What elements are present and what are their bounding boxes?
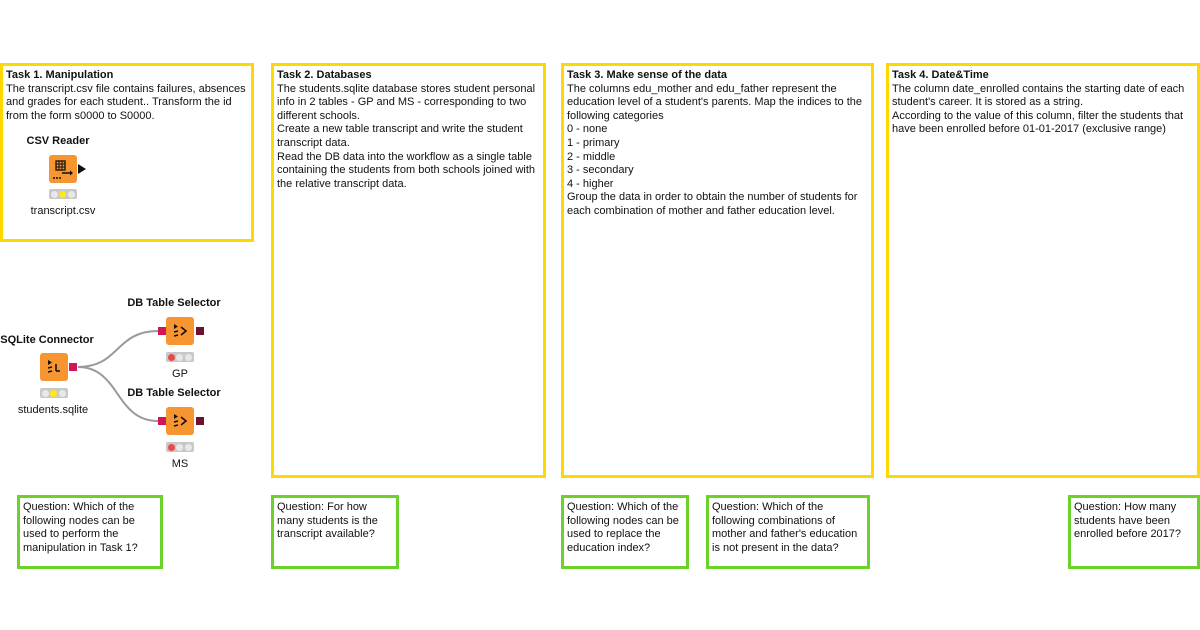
db-table-selector-ms-status bbox=[166, 442, 194, 452]
db-table-selector-gp-input-port[interactable] bbox=[158, 327, 166, 335]
status-light-red bbox=[42, 390, 49, 397]
csv-reader-status bbox=[49, 189, 77, 199]
status-light-yellow bbox=[176, 444, 183, 451]
db-table-selector-gp-node[interactable] bbox=[166, 317, 194, 345]
task-3-text-2: Group the data in order to obtain the number of students for each combination of mother and father education level. bbox=[567, 191, 858, 217]
task-2-text-3: Read the DB data into the workflow as a single table containing the students from both schools joined with the relative transcript data. bbox=[277, 150, 536, 190]
db-table-selector-gp-status bbox=[166, 352, 194, 362]
status-light-green bbox=[59, 390, 66, 397]
task-4-text-1: The column date_enrolled contains the starting date of each student's career. It is stored as a string. bbox=[892, 82, 1185, 109]
task-3-title: Task 3. Make sense of the data bbox=[567, 69, 727, 81]
db-table-selector-ms-node[interactable] bbox=[166, 407, 194, 435]
question-1-annotation[interactable] bbox=[17, 495, 163, 569]
db-connector-icon bbox=[40, 353, 68, 381]
task-3-category-1: 1 - primary bbox=[567, 136, 620, 149]
sqlite-connector-output-port[interactable] bbox=[69, 363, 77, 371]
db-table-selector-gp-title: DB Table Selector bbox=[127, 297, 221, 309]
db-table-selector-gp-output-port[interactable] bbox=[196, 327, 204, 335]
task-1-title: Task 1. Manipulation bbox=[6, 69, 114, 81]
status-light-red bbox=[168, 444, 175, 451]
csv-reader-node[interactable] bbox=[49, 155, 77, 183]
task-3-category-4: 4 - higher bbox=[567, 177, 614, 190]
question-3-annotation[interactable] bbox=[561, 495, 689, 569]
db-table-selector-ms-input-port[interactable] bbox=[158, 417, 166, 425]
question-2-text: Question: For how many students is the transcript available? bbox=[277, 501, 378, 541]
task-3-text-1: The columns edu_mother and edu_father represent the education level of a student's parents. Map the indices to the following categories bbox=[567, 82, 863, 122]
status-light-green bbox=[185, 444, 192, 451]
status-light-yellow bbox=[50, 390, 57, 397]
status-light-red bbox=[168, 354, 175, 361]
db-selector-icon bbox=[166, 317, 194, 345]
task-1-text: The transcript.csv file contains failures, absences and grades for each student.. Transform the id from the form s0000 to S0000. bbox=[6, 82, 246, 122]
question-5-text: Question: How many students have been enrolled before 2017? bbox=[1074, 501, 1182, 541]
sqlite-connector-label[interactable]: students.sqlite bbox=[17, 404, 89, 416]
db-table-selector-ms-title: DB Table Selector bbox=[127, 387, 221, 399]
question-1-text: Question: Which of the following nodes can be used to perform the manipulation in Task 1? bbox=[23, 501, 138, 554]
task-3-annotation[interactable] bbox=[561, 63, 874, 478]
sqlite-connector-node[interactable] bbox=[40, 353, 68, 381]
task-3-category-3: 3 - secondary bbox=[567, 164, 634, 177]
task-4-text-2: According to the value of this column, filter the students that have been enrolled before 01-01-2017 (exclusive range) bbox=[892, 109, 1184, 136]
status-light-yellow bbox=[176, 354, 183, 361]
task-3-category-0: 0 - none bbox=[567, 123, 608, 136]
task-2-text-2: Create a new table transcript and write the student transcript data. bbox=[277, 123, 523, 149]
db-table-selector-ms-label[interactable]: MS bbox=[171, 458, 189, 470]
task-4-annotation[interactable] bbox=[886, 63, 1200, 478]
task-4-title: Task 4. Date&Time bbox=[892, 69, 989, 81]
question-5-annotation[interactable] bbox=[1068, 495, 1200, 569]
task-2-title: Task 2. Databases bbox=[277, 69, 372, 81]
status-light-green bbox=[68, 191, 75, 198]
status-light-green bbox=[185, 354, 192, 361]
sqlite-connector-title: SQLite Connector bbox=[0, 334, 94, 346]
status-light-red bbox=[51, 191, 58, 198]
task-2-text-1: The students.sqlite database stores student personal info in 2 tables - GP and MS - corresponding to two different schools. bbox=[277, 82, 536, 122]
task-2-annotation[interactable] bbox=[271, 63, 546, 478]
sqlite-connector-status bbox=[40, 388, 68, 398]
status-light-yellow bbox=[59, 191, 66, 198]
db-selector-icon bbox=[166, 407, 194, 435]
question-4-text: Question: Which of the following combinations of mother and father's education is not present in the data? bbox=[712, 501, 858, 554]
csv-reader-output-port[interactable] bbox=[78, 164, 86, 174]
task-3-category-2: 2 - middle bbox=[567, 150, 616, 163]
question-3-text: Question: Which of the following nodes can be used to replace the education index? bbox=[567, 501, 679, 554]
table-arrow-icon bbox=[49, 155, 77, 183]
csv-reader-title: CSV Reader bbox=[26, 135, 90, 147]
csv-reader-label[interactable]: transcript.csv bbox=[30, 205, 96, 217]
db-table-selector-gp-label[interactable]: GP bbox=[172, 368, 188, 380]
db-table-selector-ms-output-port[interactable] bbox=[196, 417, 204, 425]
question-2-annotation[interactable] bbox=[271, 495, 399, 569]
question-4-annotation[interactable] bbox=[706, 495, 870, 569]
